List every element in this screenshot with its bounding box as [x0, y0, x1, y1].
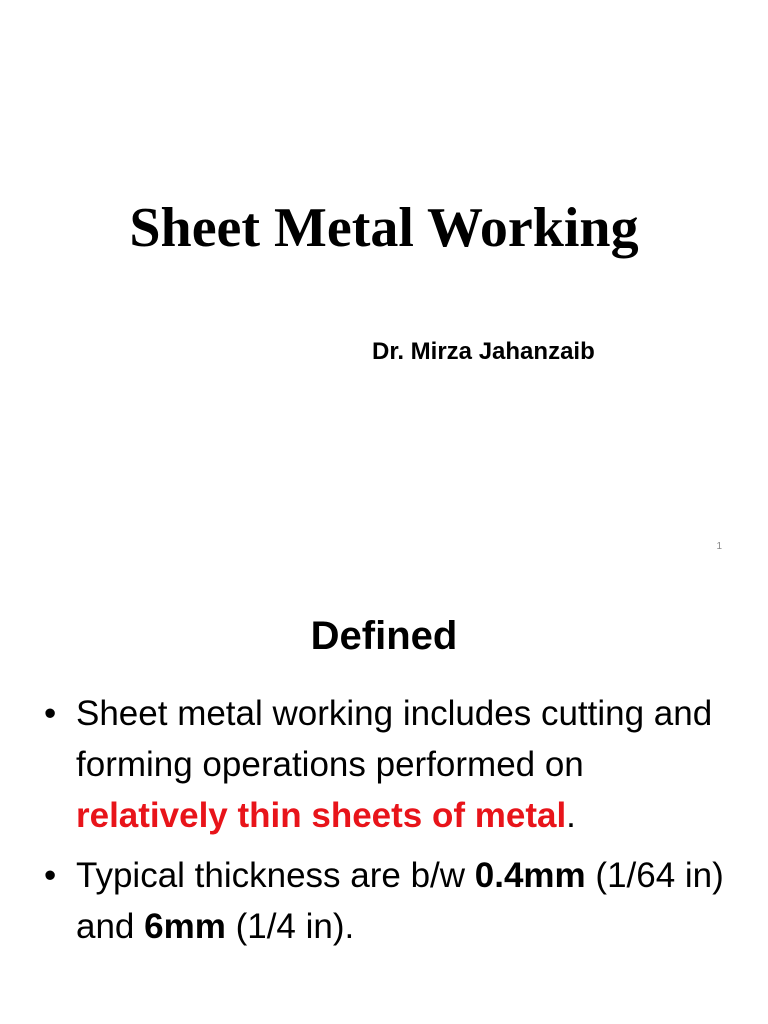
section-title: Defined: [310, 614, 458, 658]
highlight-text: relatively thin sheets of metal: [76, 796, 567, 835]
page-number: 1: [716, 541, 722, 552]
bullet-item-definition: [44, 688, 734, 841]
bullet-list: [44, 688, 734, 961]
bullet-text-end: .: [566, 796, 576, 835]
min-thickness-value: 0.4mm: [474, 856, 586, 895]
slide-2: [0, 576, 768, 1024]
bullet-text: (1/4 in).: [225, 907, 355, 946]
max-thickness-value: 6mm: [144, 907, 226, 946]
bullet-text: (1/64 in) and: [76, 856, 724, 946]
bullet-text: Sheet metal working includes cutting and forming operations performed on: [76, 694, 713, 784]
slide-title: Sheet Metal Working: [129, 197, 639, 259]
bullet-icon: •: [44, 694, 57, 733]
bullet-text: Typical thickness are b/w: [76, 856, 475, 895]
bullet-item-thickness: [44, 850, 734, 952]
bullet-icon: •: [44, 856, 57, 895]
author-name: Dr. Mirza Jahanzaib: [372, 338, 595, 365]
